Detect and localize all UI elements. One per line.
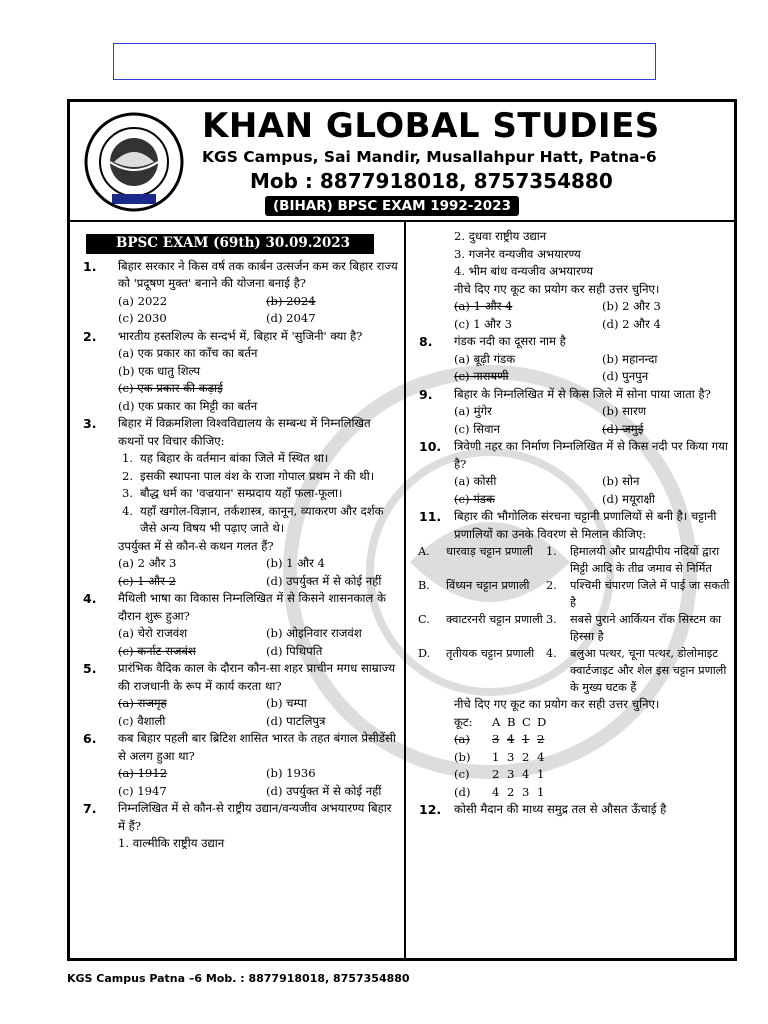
question-6 xyxy=(78,730,398,800)
option-d: (d) 2 और 4 xyxy=(602,316,661,331)
option-b: (b) सोन xyxy=(602,474,640,488)
item-2: 2. दुधवा राष्ट्रीय उद्यान xyxy=(454,229,547,243)
option-a: (a) 2 और 3 xyxy=(118,556,177,570)
question-text: प्रारंभिक वैदिक काल के दौरान कौन-सा शहर प्राचीन मगध साम्राज्य की राजधानी के रूप में कार्य करता था? xyxy=(118,661,396,693)
option-c: (c) 1 और 3 xyxy=(454,316,512,331)
question-number: 2. xyxy=(83,328,97,344)
code-row-c xyxy=(414,766,732,784)
match-row-desc: सबसे पुराने आर्कियन रॉक सिस्टम का हिस्सा है xyxy=(570,613,722,643)
question-text: बिहार सरकार ने किस वर्ष तक कार्बन उत्सर्जन कम कर बिहार राज्य को 'प्रदूषण मुक्त' बनाने की योजना बनाई है? xyxy=(118,258,398,290)
question-number: 8. xyxy=(419,334,433,349)
code-cell: (b) xyxy=(454,749,471,764)
question-1 xyxy=(78,258,398,328)
code-cell: 3 xyxy=(492,732,500,746)
question-number: 12. xyxy=(419,802,442,817)
option-b: (b) 2024 xyxy=(266,293,316,308)
question-number: 6. xyxy=(83,731,97,746)
question-ask: नीचे दिए गए कूट का प्रयोग कर सही उत्तर चुनिए। xyxy=(454,281,660,296)
option-a: (a) राजगृह xyxy=(118,696,167,710)
option-d: (d) उपर्युक्त में से कोई नहीं xyxy=(266,573,382,588)
option-a: (a) बूढ़ी गंडक xyxy=(454,351,516,366)
question-text: भारतीय हस्तशिल्प के सन्दर्भ में, बिहार में 'सुजिनी' क्या है? xyxy=(118,328,363,343)
match-row-name: क्वाटरनरी चट्टान प्रणाली xyxy=(446,613,543,626)
code-cell: 3 xyxy=(522,784,530,799)
question-text: बिहार के निम्नलिखित में से किस जिले में सोना पाया जाता है? xyxy=(454,386,711,401)
question-number: 11. xyxy=(419,509,442,524)
code-cell: 1 xyxy=(537,767,545,781)
header xyxy=(70,102,734,222)
option-b: (b) सारण xyxy=(602,404,647,418)
option-b: (b) चम्पा xyxy=(266,696,307,710)
option-c: (c) 1947 xyxy=(118,783,167,798)
right-column xyxy=(414,228,732,819)
item-3: 3. गजनेर वन्यजीव अभयारण्य xyxy=(454,246,581,261)
code-cell: 2 xyxy=(522,749,530,764)
question-8 xyxy=(414,333,732,386)
option-d: (d) जमुई xyxy=(602,421,644,436)
question-11 xyxy=(414,508,732,543)
match-table xyxy=(418,543,732,696)
question-3 xyxy=(78,415,398,590)
code-col-a: A xyxy=(492,714,501,729)
code-cell: 3 xyxy=(507,749,515,764)
code-row-d xyxy=(414,784,732,802)
question-number: 7. xyxy=(83,801,97,816)
question-text: कब बिहार पहली बार ब्रिटिश शासित भारत के तहत बंगाल प्रेसीडेंसी से अलग हुआ था? xyxy=(118,731,396,763)
match-row-letter: A. xyxy=(418,545,430,558)
statement-number: 3. xyxy=(122,486,134,500)
code-header xyxy=(414,714,732,732)
statement-1: यह बिहार के वर्तमान बांका जिले में स्थित था। xyxy=(140,451,329,465)
question-11-ask xyxy=(414,696,732,714)
code-col-b: B xyxy=(507,714,516,729)
code-col-c: C xyxy=(522,714,531,729)
brand-title: KHAN GLOBAL STUDIES xyxy=(202,106,660,146)
question-text: बिहार की भौगोलिक संरचना चट्टानी प्रणालियों से बनी है। चट्टानी प्रणालियों का उनके विवरण से मिलान कीजिए: xyxy=(454,509,717,541)
option-a: (a) कोसी xyxy=(454,474,497,488)
question-text: मैथिली भाषा का विकास निम्नलिखित में से किसने शासनकाल के दौरान शुरू हुआ? xyxy=(118,591,386,623)
statement-number: 2. xyxy=(122,468,134,483)
match-row-number: 1. xyxy=(546,545,557,558)
code-row-a xyxy=(414,731,732,749)
exam-badge: (BIHAR) BPSC EXAM 1992-2023 xyxy=(265,196,519,216)
question-number: 5. xyxy=(83,661,97,676)
option-a: (a) 1912 xyxy=(118,766,168,780)
match-row-desc: हिमालयी और प्रायद्वीपीय नदियों द्वारा मिट्टी आदि के तीव्र जमाव से निर्मित xyxy=(570,545,720,575)
option-c: (c) वैशाली xyxy=(118,713,166,728)
code-cell: 1 xyxy=(537,784,545,799)
option-a: (a) मुंगेर xyxy=(454,404,492,418)
option-b: (b) 1936 xyxy=(266,766,316,780)
code-cell: 2 xyxy=(507,784,515,799)
code-cell: (d) xyxy=(454,784,471,799)
question-2 xyxy=(78,328,398,416)
code-label: कूट: xyxy=(454,714,473,729)
code-cell: 3 xyxy=(507,767,515,781)
option-d: (d) पिथिपति xyxy=(266,643,323,658)
code-cell: 2 xyxy=(537,732,545,746)
option-c: (c) सिवान xyxy=(454,421,500,436)
question-number: 10. xyxy=(419,439,442,454)
question-number: 1. xyxy=(83,258,97,274)
question-ask: नीचे दिए गए कूट का प्रयोग कर सही उत्तर चुनिए। xyxy=(454,697,660,711)
campus-address: KGS Campus, Sai Mandir, Musallahpur Hatt, Patna-6 xyxy=(202,148,657,166)
item-4: 4. भीम बांध वन्यजीव अभयारण्य xyxy=(454,264,593,278)
code-col-d: D xyxy=(537,714,547,729)
question-text: गंडक नदी का दूसरा नाम है xyxy=(454,334,566,348)
option-b: (b) महानन्दा xyxy=(602,351,658,366)
question-12 xyxy=(414,801,732,819)
kgs-logo-icon xyxy=(84,112,184,212)
option-c: (c) एक प्रकार की कढ़ाई xyxy=(118,381,223,395)
statement-number: 1. xyxy=(122,451,134,465)
option-c: (c) कर्नाट राजवंश xyxy=(118,643,196,658)
question-number: 3. xyxy=(83,416,97,431)
option-c: (c) 2030 xyxy=(118,311,167,325)
option-a: (a) 1 और 4 xyxy=(454,299,513,313)
match-row-name: तृतीयक चट्टान प्रणाली xyxy=(446,647,535,660)
question-4 xyxy=(78,590,398,660)
statement-3: बौद्ध धर्म का 'वज्रयान' सम्प्रदाय यहाँ फला-फूला। xyxy=(140,486,343,500)
match-row-number: 4. xyxy=(546,647,557,660)
mobile-numbers: Mob : 8877918018, 8757354880 xyxy=(250,169,613,193)
option-d: (d) पुनपुन xyxy=(602,369,649,383)
code-cell: 4 xyxy=(492,784,500,799)
match-row-name: धारवाड़ चट्टान प्रणाली xyxy=(446,545,533,558)
code-cell: 4 xyxy=(537,749,545,764)
question-text: निम्नलिखित में से कौन-से राष्ट्रीय उद्यान/वन्यजीव अभयारण्य बिहार में हैं? xyxy=(118,801,392,833)
code-cell: 4 xyxy=(507,732,515,746)
match-row-letter: C. xyxy=(418,613,430,626)
code-cell: 1 xyxy=(522,732,530,746)
option-d: (d) उपर्युक्त में से कोई नहीं xyxy=(266,783,382,798)
question-text: कोसी मैदान की माध्य समुद्र तल से औसत ऊँचाई है xyxy=(454,802,667,816)
page-footer: KGS Campus Patna –6 Mob. : 8877918018, 8757354880 xyxy=(67,972,410,985)
question-text: बिहार में विक्रमशिला विश्वविद्यालय के सम्बन्ध में निम्नलिखित कथनों पर विचार कीजिए: xyxy=(118,416,371,448)
code-row-b xyxy=(414,749,732,767)
match-row-name: विंध्यन चट्टान प्रणाली xyxy=(446,579,530,592)
option-b: (b) 1 और 4 xyxy=(266,556,325,570)
question-number: 4. xyxy=(83,591,97,606)
column-divider xyxy=(404,222,406,960)
question-5 xyxy=(78,660,398,730)
option-d: (d) 2047 xyxy=(266,311,316,325)
option-c: (c) 1 और 2 xyxy=(118,573,176,588)
question-text: त्रिवेणी नहर का निर्माण निम्नलिखित में से किस नदी पर किया गया है? xyxy=(454,439,728,471)
left-column xyxy=(78,228,398,853)
code-cell: 2 xyxy=(492,767,500,781)
match-row-desc: पश्चिमी चंपारण जिले में पाई जा सकती है xyxy=(570,579,730,609)
question-10 xyxy=(414,438,732,508)
statement-2: इसकी स्थापना पाल वंश के राजा गोपाल प्रथम ने की थी। xyxy=(140,468,375,483)
option-c: (c) गंडक xyxy=(454,491,495,506)
code-cell: (a) xyxy=(454,732,470,746)
option-d: (d) पाटलिपुत्र xyxy=(266,713,326,728)
code-cell: 1 xyxy=(492,749,500,764)
match-row-number: 2. xyxy=(546,579,557,592)
option-a: (a) चेरो राजवंश xyxy=(118,626,188,640)
statement-number: 4. xyxy=(122,503,134,518)
match-row-letter: B. xyxy=(418,579,430,592)
question-7-cont xyxy=(414,228,732,333)
match-row-number: 3. xyxy=(546,613,557,626)
section-heading: BPSC EXAM (69th) 30.09.2023 xyxy=(86,234,374,254)
item-1: 1. वाल्मीकि राष्ट्रीय उद्यान xyxy=(118,836,225,850)
match-row-desc: बलुआ पत्थर, चूना पत्थर, डोलोमाइट क्वार्टजाइट और शेल इस चट्टान प्रणाली के मुख्य घटक हैं xyxy=(570,647,727,694)
top-blank-box xyxy=(113,43,656,80)
option-b: (b) 2 और 3 xyxy=(602,299,661,313)
option-b: (b) ओइनिवार राजवंश xyxy=(266,626,362,640)
option-a: (a) एक प्रकार का काँच का बर्तन xyxy=(118,346,258,360)
question-9 xyxy=(414,386,732,439)
option-a: (a) 2022 xyxy=(118,293,168,308)
code-cell: (c) xyxy=(454,767,470,781)
question-7 xyxy=(78,800,398,853)
question-ask: उपर्युक्त में से कौन-से कथन गलत हैं? xyxy=(118,538,274,553)
page-frame xyxy=(67,99,737,961)
code-cell: 4 xyxy=(522,767,530,781)
match-row-letter: D. xyxy=(418,647,431,660)
option-d: (d) मयूराक्षी xyxy=(602,491,655,506)
option-c: (c) नारायणी xyxy=(454,369,509,383)
option-d: (d) एक प्रकार का मिट्टी का बर्तन xyxy=(118,398,258,413)
question-number: 9. xyxy=(419,386,433,402)
option-b: (b) एक धातु शिल्प xyxy=(118,363,201,378)
statement-4: यहाँ खगोल-विज्ञान, तर्कशास्त्र, कानून, व्याकरण और दर्शक जैसे अन्य विषय भी पढ़ाए जाते थे। xyxy=(140,503,384,535)
